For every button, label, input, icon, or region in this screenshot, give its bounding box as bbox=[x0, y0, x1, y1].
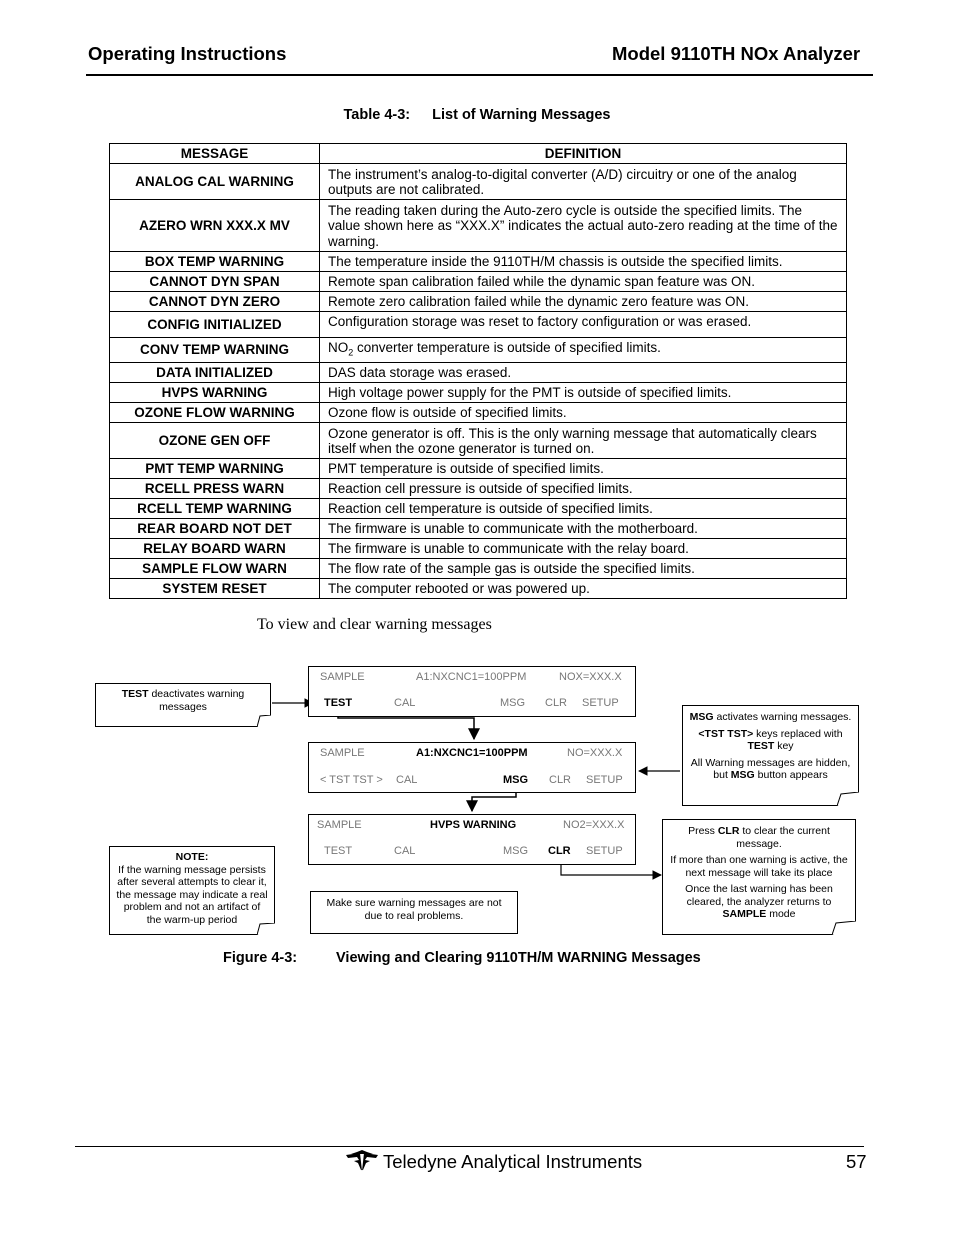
figure-caption-title: Viewing and Clearing 9110TH/M WARNING Messages bbox=[336, 950, 701, 966]
figure-caption-number: Figure 4-3: bbox=[223, 950, 298, 966]
message-cell: BOX TEMP WARNING bbox=[110, 252, 320, 272]
test-key[interactable]: TEST bbox=[324, 697, 353, 709]
definition-cell: The computer rebooted or was powered up. bbox=[320, 579, 847, 599]
definition-cell: The flow rate of the sample gas is outside the specified limits. bbox=[320, 559, 847, 579]
message-cell: RCELL PRESS WARN bbox=[110, 479, 320, 499]
definition-cell: Remote span calibration failed while the dynamic span feature was ON. bbox=[320, 272, 847, 292]
definition-cell: The firmware is unable to communicate with the relay board. bbox=[320, 539, 847, 559]
page-fold-icon bbox=[837, 792, 859, 806]
teledyne-logo-icon bbox=[345, 1149, 379, 1173]
screen-conc-label: NO2=XXX.X bbox=[563, 819, 625, 831]
message-cell: SAMPLE FLOW WARN bbox=[110, 559, 320, 579]
header-model-title: Model 9110TH NOx Analyzer bbox=[612, 43, 861, 64]
message-cell: CONV TEMP WARNING bbox=[110, 338, 320, 363]
setup-key[interactable]: SETUP bbox=[586, 845, 623, 857]
definition-cell: The firmware is unable to communicate with the motherboard. bbox=[320, 519, 847, 539]
screen-conc-label: NOX=XXX.X bbox=[559, 671, 622, 683]
screen-reading-label: A1:NXCNC1=100PPM bbox=[416, 747, 528, 759]
msg-key[interactable]: MSG bbox=[503, 845, 529, 857]
definition-cell: Ozone flow is outside of specified limits. bbox=[320, 403, 847, 423]
screen-reading-label: A1:NXCNC1=100PPM bbox=[416, 671, 527, 683]
page-number: 57 bbox=[846, 1151, 867, 1172]
column-header-definition: DEFINITION bbox=[320, 144, 847, 164]
definition-cell: Reaction cell pressure is outside of specified limits. bbox=[320, 479, 847, 499]
message-cell: SYSTEM RESET bbox=[110, 579, 320, 599]
cal-key[interactable]: CAL bbox=[394, 697, 416, 709]
definition-cell: Configuration storage was reset to factory configuration or was erased. bbox=[320, 312, 847, 338]
page-fold-icon bbox=[257, 923, 275, 935]
test-key[interactable]: TEST bbox=[324, 845, 353, 857]
display-screen-warning bbox=[308, 814, 636, 865]
definition-cell: Remote zero calibration failed while the dynamic zero feature was ON. bbox=[320, 292, 847, 312]
cal-key[interactable]: CAL bbox=[394, 845, 416, 857]
page-fold-icon bbox=[832, 921, 856, 935]
definition-text: converter temperature is outside of specified limits. bbox=[353, 340, 661, 355]
message-cell: CONFIG INITIALIZED bbox=[110, 312, 320, 338]
tst-keys[interactable]: < TST TST > bbox=[320, 774, 383, 786]
clr-key[interactable]: CLR bbox=[545, 697, 568, 709]
msg-key[interactable]: MSG bbox=[503, 774, 529, 786]
setup-key[interactable]: SETUP bbox=[586, 774, 623, 786]
definition-subscript: 2 bbox=[348, 347, 354, 358]
callout-real-problems-note bbox=[310, 891, 518, 934]
definition-cell: Reaction cell temperature is outside of specified limits. bbox=[320, 499, 847, 519]
definition-prefix: NO bbox=[328, 340, 349, 355]
table-caption-title: List of Warning Messages bbox=[432, 107, 611, 123]
setup-key[interactable]: SETUP bbox=[582, 697, 619, 709]
message-cell: AZERO WRN XXX.X MV bbox=[110, 200, 320, 252]
note-title: NOTE: bbox=[175, 851, 209, 863]
message-cell: CANNOT DYN ZERO bbox=[110, 292, 320, 312]
definition-cell: The reading taken during the Auto-zero cycle is outside the specified limits. The value shown here as “XXX.X” indicates the actual auto-zero reading at the time of the warning. bbox=[320, 200, 847, 252]
definition-cell: Ozone generator is off. This is the only warning message that automatically clears itself when the ozone generator is turned on. bbox=[320, 423, 847, 459]
callout-msg-note: MSG activates warning messages. <TST TST> keys replaced with TEST key All Warning messages are hidden, but MSG button appears bbox=[682, 705, 859, 806]
message-cell: PMT TEMP WARNING bbox=[110, 459, 320, 479]
column-header-message: MESSAGE bbox=[110, 144, 320, 164]
display-screen-sample bbox=[308, 666, 636, 717]
message-cell: OZONE GEN OFF bbox=[110, 423, 320, 459]
definition-cell: PMT temperature is outside of specified limits. bbox=[320, 459, 847, 479]
message-cell: HVPS WARNING bbox=[110, 383, 320, 403]
cal-key[interactable]: CAL bbox=[396, 774, 418, 786]
callout-text: If more than one warning is active, the next message will take its place bbox=[670, 854, 848, 879]
definition-cell: DAS data storage was erased. bbox=[320, 363, 847, 383]
message-cell: DATA INITIALIZED bbox=[110, 363, 320, 383]
screen-mode-label: SAMPLE bbox=[320, 747, 365, 759]
message-cell: ANALOG CAL WARNING bbox=[110, 164, 320, 200]
intro-text: To view and clear warning messages bbox=[257, 616, 492, 633]
callout-text: If the warning message persists after several attempts to clear it, the message may indicate a real problem and not an artifact of the warm-up period bbox=[116, 863, 268, 926]
message-cell: OZONE FLOW WARNING bbox=[110, 403, 320, 423]
screen-conc-label: NO=XXX.X bbox=[567, 747, 623, 759]
display-screen-msg-active bbox=[308, 742, 636, 793]
callout-text: Make sure warning messages are not due to real problems. bbox=[326, 897, 502, 922]
message-cell: CANNOT DYN SPAN bbox=[110, 272, 320, 292]
page-fold-icon bbox=[257, 715, 271, 727]
callout-clr-note: Press CLR to clear the current message. If more than one warning is active, the next message will take its place Once the last warning has been cleared, the analyzer returns to SAMPLE mode bbox=[662, 819, 856, 935]
screen-warning-label: HVPS WARNING bbox=[430, 819, 517, 831]
definition-cell: The temperature inside the 9110TH/M chassis is outside the specified limits. bbox=[320, 252, 847, 272]
callout-persist-note bbox=[109, 846, 275, 935]
screen-mode-label: SAMPLE bbox=[317, 819, 362, 831]
footer-rule bbox=[75, 1146, 864, 1147]
screen-mode-label: SAMPLE bbox=[320, 671, 365, 683]
table-caption-number: Table 4-3: bbox=[343, 107, 411, 123]
figure-caption bbox=[223, 950, 701, 966]
message-cell: REAR BOARD NOT DET bbox=[110, 519, 320, 539]
message-cell: RELAY BOARD WARN bbox=[110, 539, 320, 559]
footer-company: Teledyne Analytical Instruments bbox=[383, 1151, 643, 1172]
msg-key[interactable]: MSG bbox=[500, 697, 526, 709]
header-section-title: Operating Instructions bbox=[88, 43, 287, 64]
clr-key[interactable]: CLR bbox=[548, 845, 571, 857]
definition-cell: High voltage power supply for the PMT is outside of specified limits. bbox=[320, 383, 847, 403]
definition-cell: The instrument’s analog-to-digital converter (A/D) circuitry or one of the analog outputs are not calibrated. bbox=[320, 164, 847, 200]
callout-test-note bbox=[95, 683, 271, 727]
clr-key[interactable]: CLR bbox=[549, 774, 572, 786]
message-cell: RCELL TEMP WARNING bbox=[110, 499, 320, 519]
callout-text: TEST deactivates warning messages bbox=[121, 688, 245, 713]
